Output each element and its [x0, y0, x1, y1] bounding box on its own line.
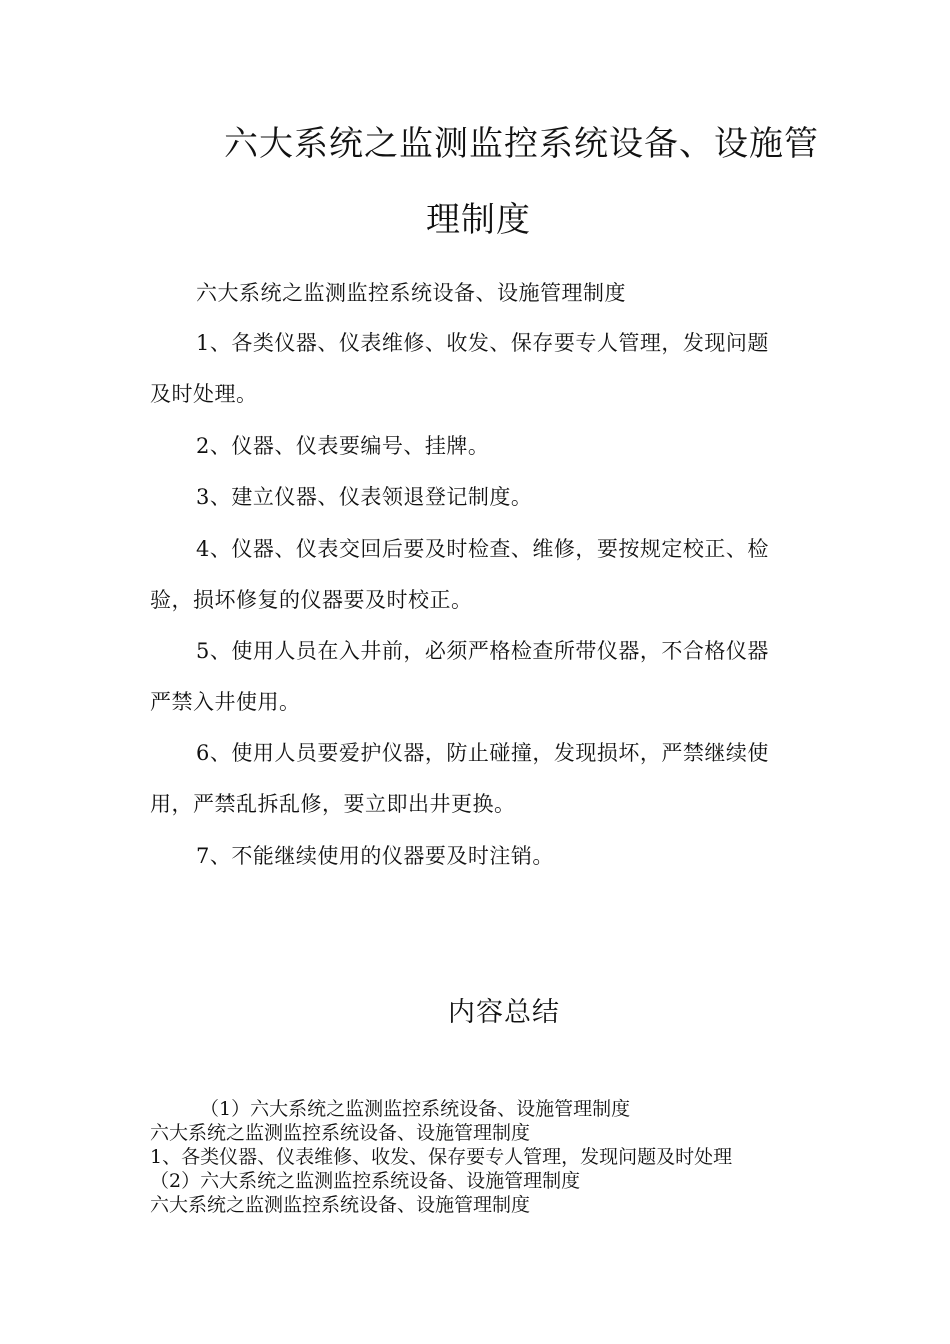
paragraph-item-1-cont: 及时处理。 — [150, 382, 258, 406]
paragraph-item-4: 4、仪器、仪表交回后要及时检查、维修，要按规定校正、检 — [196, 537, 769, 561]
paragraph-item-2: 2、仪器、仪表要编号、挂牌。 — [196, 434, 490, 458]
paragraph-item-4-cont: 验，损坏修复的仪器要及时校正。 — [150, 588, 473, 612]
paragraph-item-5-cont: 严禁入井使用。 — [150, 690, 301, 714]
paragraph-item-7: 7、不能继续使用的仪器要及时注销。 — [196, 844, 554, 868]
summary-line-2: 六大系统之监测监控系统设备、设施管理制度 — [150, 1122, 531, 1144]
summary-line-3: 1、各类仪器、仪表维修、收发、保存要专人管理，发现问题及时处理 — [150, 1146, 733, 1168]
document-title-line-1: 六大系统之监测监控系统设备、设施管 — [224, 124, 819, 164]
paragraph-subtitle: 六大系统之监测监控系统设备、设施管理制度 — [196, 281, 626, 305]
document-title-line-2: 理制度 — [426, 200, 531, 240]
paragraph-item-5: 5、使用人员在入井前，必须严格检查所带仪器，不合格仪器 — [196, 639, 769, 663]
summary-line-1: （1）六大系统之监测监控系统设备、设施管理制度 — [200, 1098, 631, 1120]
paragraph-item-6-cont: 用，严禁乱拆乱修，要立即出井更换。 — [150, 792, 516, 816]
summary-line-4: （2）六大系统之监测监控系统设备、设施管理制度 — [150, 1170, 581, 1192]
paragraph-item-1: 1、各类仪器、仪表维修、收发、保存要专人管理，发现问题 — [196, 331, 769, 355]
summary-heading: 内容总结 — [448, 997, 560, 1028]
paragraph-item-6: 6、使用人员要爱护仪器，防止碰撞，发现损坏，严禁继续使 — [196, 741, 769, 765]
summary-line-5: 六大系统之监测监控系统设备、设施管理制度 — [150, 1194, 531, 1216]
paragraph-item-3: 3、建立仪器、仪表领退登记制度。 — [196, 485, 533, 509]
